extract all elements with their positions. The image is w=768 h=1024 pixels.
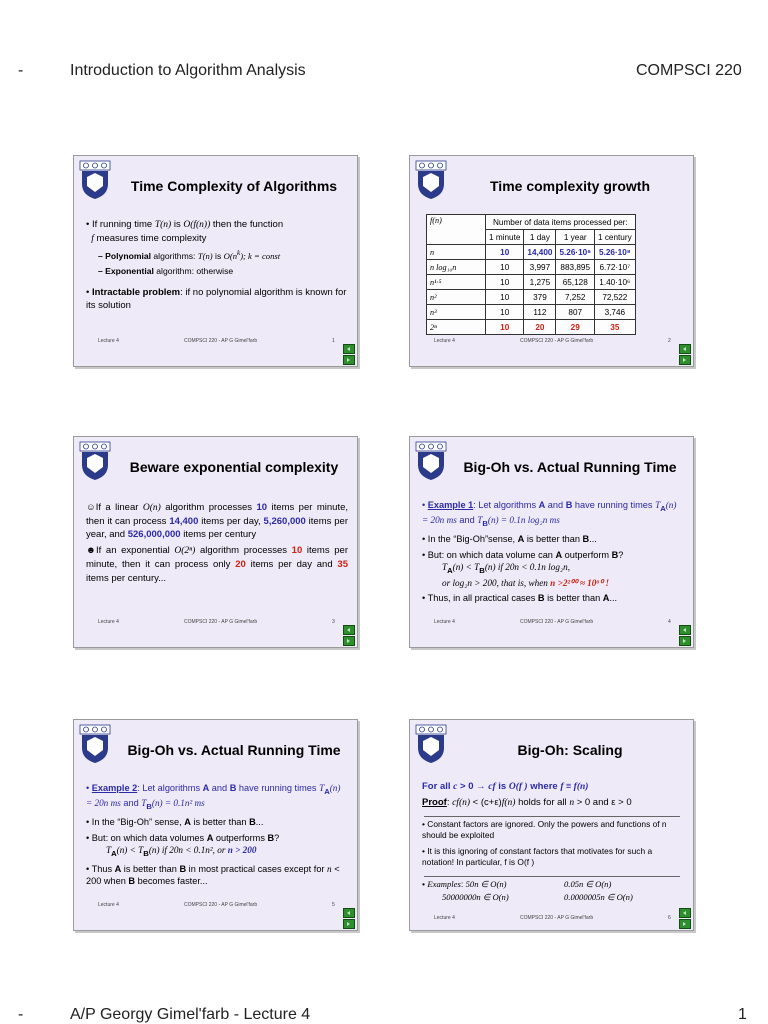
slide-4: Big-Oh vs. Actual Running Time • Example 1: Let algorithms A and B have running times $T_A(n) = 20n$ ms and $T_B(n) = 0.1n$ log₂n ms • In the “Big-Oh”sense, A is better than B... • But: on which data volume can A outperform B? $T_A(n) < T_B(n)$ if 20n < 0.1n log₂n, or log₂n > 200, that is, when n >2²⁰⁰ ≈ 10⁶⁰ ! • Thus, in all practical cases B is better than A... Lecture 4 COMPSCI 220 - AP G Gimel'farb 4	[409, 436, 694, 648]
slide-footer-lecture: Lecture 4	[98, 902, 119, 908]
slide-footer-course: COMPSCI 220 - AP G Gimel'farb	[184, 902, 258, 908]
table-row: n 10 14,400 5.26·10⁶ 5.26·10⁸	[427, 245, 636, 260]
prev-slide-icon[interactable]	[679, 625, 691, 635]
university-crest-icon	[78, 724, 112, 764]
footer-author: A/P Georgy Gimel'farb - Lecture 4	[70, 1006, 311, 1023]
slide-number: 6	[668, 915, 671, 921]
slide-footer-course: COMPSCI 220 - AP G Gimel'farb	[184, 338, 258, 344]
slide-footer-lecture: Lecture 4	[98, 338, 119, 344]
prev-slide-icon[interactable]	[343, 625, 355, 635]
page-number: 1	[738, 1006, 747, 1023]
slide-title: Big-Oh: Scaling	[517, 742, 623, 758]
divider	[424, 816, 680, 817]
university-crest-icon	[414, 160, 448, 200]
university-crest-icon	[78, 441, 112, 481]
table-row: n² 10 379 7,252 72,522	[427, 290, 636, 305]
prev-slide-icon[interactable]	[343, 908, 355, 918]
university-crest-icon	[414, 441, 448, 481]
table-row: n log₁₀n 10 3,997 883,895 6.72·10⁷	[427, 260, 636, 275]
divider	[424, 876, 680, 877]
slide-footer-lecture: Lecture 4	[434, 619, 455, 625]
slide-footer-lecture: Lecture 4	[98, 619, 119, 625]
next-slide-icon[interactable]	[343, 355, 355, 365]
next-slide-icon[interactable]	[679, 355, 691, 365]
slide-title: Time Complexity of Algorithms	[130, 178, 338, 194]
slide-number: 3	[332, 619, 335, 625]
table-row: n¹·⁵ 10 1,275 65,128 1.40·10⁶	[427, 275, 636, 290]
table-row: 2ⁿ 10 20 29 35	[427, 320, 636, 335]
complexity-growth-table	[426, 214, 636, 335]
table-col-header: 1 minute	[486, 230, 524, 245]
table-col-header: 1 year	[556, 230, 595, 245]
slide-3: Beware exponential complexity ☺If a linear O(n) algorithm processes 10 items per minute, then it can process 14,400 items per day, 5,260,000 items per year, and 526,000,000 items per century ☻If an exponential O(2ⁿ) algorithm processes 10 items per minute, then it can process only 20 items per day and 35 items per century... Lecture 4 COMPSCI 220 - AP G Gimel'farb 3	[73, 436, 358, 648]
slide-footer-course: COMPSCI 220 - AP G Gimel'farb	[184, 619, 258, 625]
slide-title: Time complexity growth	[490, 178, 650, 194]
slide-number: 2	[668, 338, 671, 344]
table-header-fn: f(n)	[427, 215, 486, 245]
slide-title: Big-Oh vs. Actual Running Time	[127, 742, 341, 758]
header-dash: -	[18, 62, 24, 79]
university-crest-icon	[414, 724, 448, 764]
slide-5: Big-Oh vs. Actual Running Time • Example 2: Let algorithms A and B have running times $T_A(n) = 20n$ ms and $T_B(n) = 0.1n^2$ ms • In the “Big-Oh” sense, A is better than B... • But: on which data volumes A outperforms B? $T_A(n) < T_B(n)$ if 20n < 0.1n², or n > 200 • Thus A is better than B in most practical cases except for n < 200 when B becomes faster... Lecture 4 COMPSCI 220 - AP G Gimel'farb 5	[73, 719, 358, 931]
next-slide-icon[interactable]	[679, 919, 691, 929]
table-col-header: 1 century	[595, 230, 636, 245]
slide-footer-course: COMPSCI 220 - AP G Gimel'farb	[520, 915, 594, 921]
table-col-header: 1 day	[524, 230, 556, 245]
slide-title: Beware exponential complexity	[129, 459, 339, 475]
footer-dash: -	[18, 1006, 24, 1023]
slide-footer-course: COMPSCI 220 - AP G Gimel'farb	[520, 338, 594, 344]
slide-6: Big-Oh: Scaling For all c > 0 → cf is O(f ) where f ≡ f(n) Proof: cf(n) < (c+ε)f(n) holds for all n > 0 and ε > 0 • Constant factors are ignored. Only the powers and functions of n should be exploited • It is this ignoring of constant factors that motivates for such a notation! In particular, f is O(f ) • Examples: 50n ∈ O(n) 0.05n ∈ O(n) 50000000n ∈ O(n) 0.0000005n ∈ O(n) Lecture 4 COMPSCI 220 - AP G Gimel'farb 6	[409, 719, 694, 931]
university-crest-icon	[78, 160, 112, 200]
slide-1: Time Complexity of Algorithms • If running time T(n) is O(f(n)) then the function f measures time complexity – Polynomial algorithms: T(n) is $O(n^k)$; k = const – Exponential algorithm: otherwise • Intractable problem: if no polynomial algorithm is known for its solution Lecture 4 COMPSCI 220 - AP G Gimel'farb 1	[73, 155, 358, 367]
next-slide-icon[interactable]	[679, 636, 691, 646]
next-slide-icon[interactable]	[343, 919, 355, 929]
slide-footer-lecture: Lecture 4	[434, 338, 455, 344]
slide-footer-lecture: Lecture 4	[434, 915, 455, 921]
prev-slide-icon[interactable]	[679, 344, 691, 354]
slide-2	[409, 155, 694, 367]
prev-slide-icon[interactable]	[343, 344, 355, 354]
slide-number: 5	[332, 902, 335, 908]
slide-title: Big-Oh vs. Actual Running Time	[463, 459, 677, 475]
slide-number: 1	[332, 338, 335, 344]
table-header-span: Number of data items processed per:	[486, 215, 636, 230]
prev-slide-icon[interactable]	[679, 908, 691, 918]
next-slide-icon[interactable]	[343, 636, 355, 646]
course-code: COMPSCI 220	[636, 62, 742, 79]
page-title: Introduction to Algorithm Analysis	[70, 62, 306, 79]
table-row: n³ 10 112 807 3,746	[427, 305, 636, 320]
slide-number: 4	[668, 619, 671, 625]
slide-footer-course: COMPSCI 220 - AP G Gimel'farb	[520, 619, 594, 625]
